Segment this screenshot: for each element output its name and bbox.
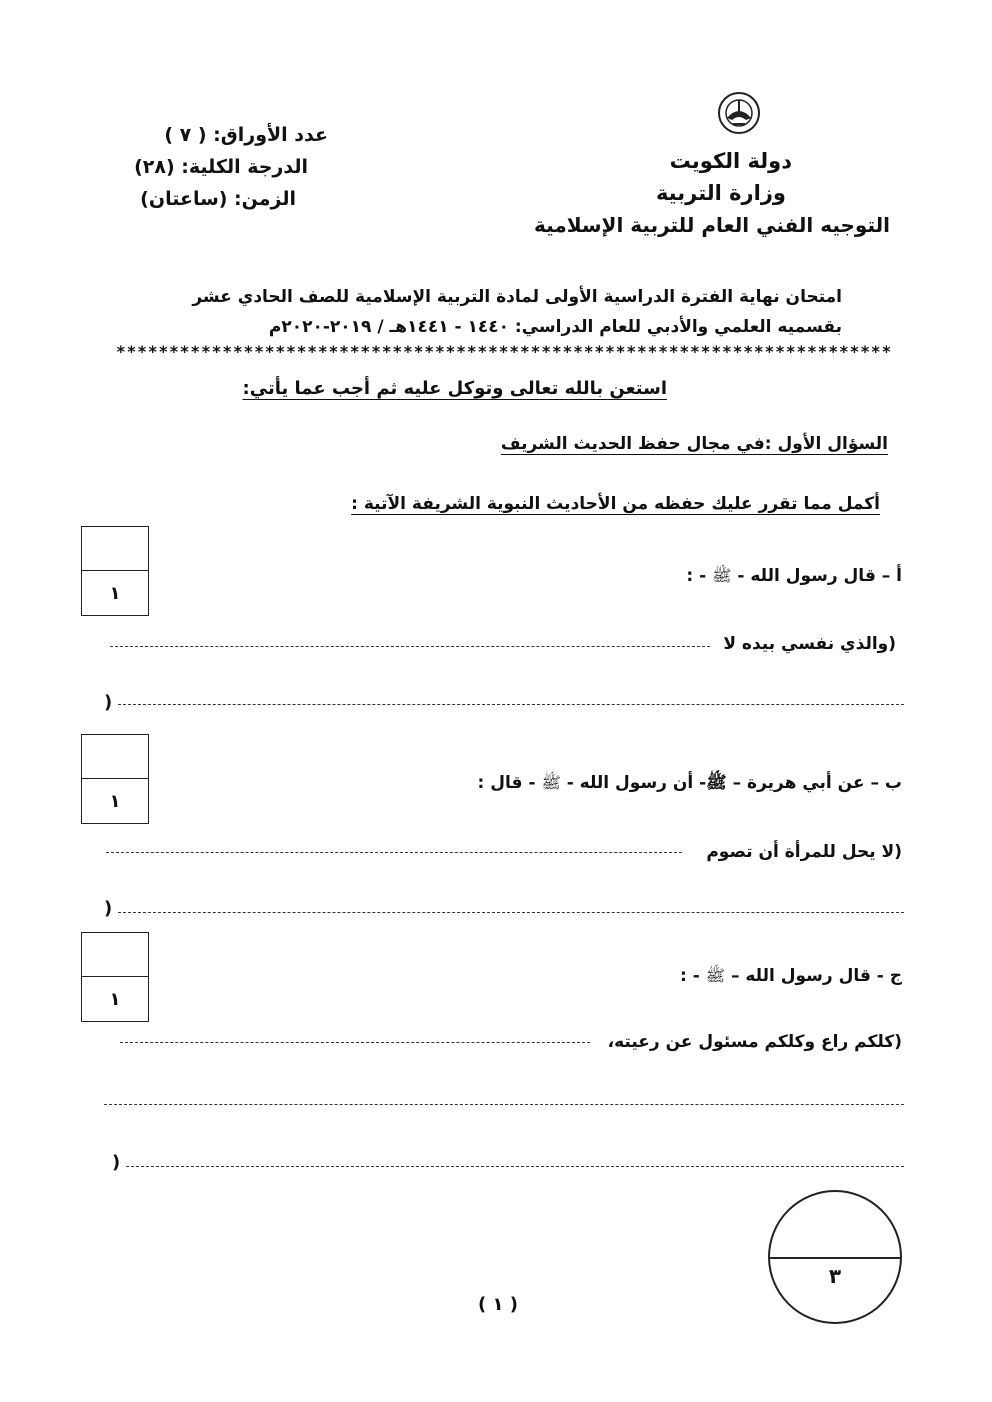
item-a-close: ) [104,692,113,713]
pages-count: عدد الأوراق: ( ٧ ) [164,124,328,146]
item-a-intro-text: أ – قال رسول الله - [737,566,902,586]
item-a-intro [686,566,902,589]
score-box-a [81,526,149,616]
item-c-intro-end: - : [680,966,700,986]
item-c-intro-text: ج - قال رسول الله – [730,966,902,986]
saw-symbol-a: ﷺ [712,566,732,585]
score-box-c-mark: ١ [109,988,121,1010]
item-b-intro [478,772,902,797]
item-b-intro-end: - قال : [477,773,536,793]
department-name: التوجيه الفني العام للتربية الإسلامية [534,213,890,237]
answer-line-c2[interactable] [104,1104,904,1105]
saw-symbol-c: ﷺ [705,966,726,985]
item-a-intro-end: - : [686,566,707,586]
item-a-start: (والذي نفسي بيده لا [723,634,896,654]
total-score-circle [768,1190,902,1324]
item-b-start: (لا يحل للمرأة أن تصوم [706,842,902,862]
answer-line-b1[interactable] [106,852,682,853]
item-b-intro-text: ب – عن أبي هريرة – ﷺ- أن رسول الله - [566,773,902,793]
score-box-a-mark: ١ [109,582,121,604]
item-c-close: ) [112,1152,121,1173]
question-subtitle: أكمل مما تقرر عليك حفظه من الأحاديث النبوية الشريفة الآتية : [351,494,880,514]
country-name: دولة الكويت [669,149,792,173]
item-b-close: ) [104,898,113,919]
page-number: ( ١ ) [478,1294,518,1315]
exam-time: الزمن: (ساعتان) [140,188,296,210]
ministry-name: وزارة التربية [655,181,786,205]
item-c-start: (كلكم راع وكلكم مسئول عن رعيته، [607,1032,902,1052]
score-box-c [81,932,149,1022]
answer-line-c1[interactable] [120,1042,590,1043]
score-box-b [81,734,149,824]
question-title: السؤال الأول :في مجال حفظ الحديث الشريف [500,434,888,454]
exam-title-line2: بقسميه العلمي والأدبي للعام الدراسي: ١٤٤٠ - ١٤٤١هـ / ٢٠١٩-٢٠٢٠م [268,317,842,337]
total-grade: الدرجة الكلية: (٢٨) [134,156,308,178]
score-box-b-mark: ١ [109,790,121,812]
answer-line-a2[interactable] [118,704,904,705]
answer-line-b2[interactable] [118,912,904,913]
exam-title-line1: امتحان نهاية الفترة الدراسية الأولى لمادة التربية الإسلامية للصف الحادي عشر [192,287,842,307]
total-score-value: ٣ [828,1264,842,1288]
separator-stars: ************************************************************************* [116,342,893,361]
kuwait-emblem [716,90,762,136]
saw-symbol-b: ﷺ [541,773,561,792]
answer-line-c3[interactable] [126,1166,904,1167]
instruction: استعن بالله تعالى وتوكل عليه ثم أجب عما يأتي: [242,378,667,399]
answer-line-a1[interactable] [110,646,710,647]
item-c-intro [680,966,902,989]
